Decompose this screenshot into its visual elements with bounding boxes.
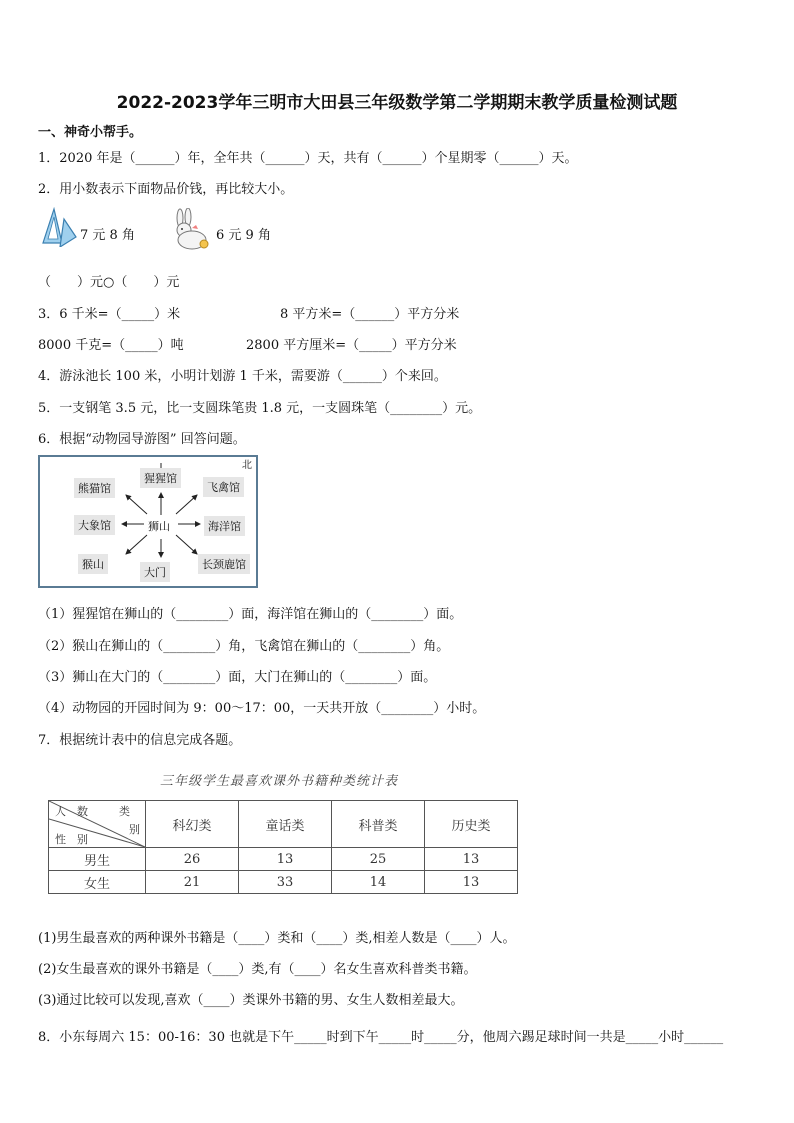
question-text: 根据统计表中的信息完成各题。 xyxy=(59,733,242,748)
column-header: 科幻类 xyxy=(146,801,239,848)
stats-table xyxy=(48,800,518,894)
question-text: 2020 年是（______）年，全年共（______）天，共有（______）个星期零（______）天。 xyxy=(59,151,578,166)
table-cell: 33 xyxy=(239,871,332,894)
table-cell: 14 xyxy=(332,871,425,894)
table-cell: 13 xyxy=(425,871,518,894)
table-row xyxy=(49,848,518,871)
q6-sub1: （1）猩猩馆在狮山的（________）面，海洋馆在狮山的（________）面。 xyxy=(38,607,463,622)
column-header: 童话类 xyxy=(239,801,332,848)
map-monkey-hill: 猴山 xyxy=(78,554,108,574)
column-header: 科普类 xyxy=(332,801,425,848)
item1-price: 7 元 8 角 xyxy=(80,228,135,243)
question-number: 3． xyxy=(38,307,60,322)
map-panda-house: 熊猫馆 xyxy=(74,478,115,498)
page-title: 2022-2023学年三明市大田县三年级数学第二学期期末教学质量检测试题 xyxy=(116,93,678,113)
table-row xyxy=(49,871,518,894)
row-label: 女生 xyxy=(49,871,146,894)
map-main-gate: 大门 xyxy=(140,562,170,582)
question-number: 8． xyxy=(38,1030,60,1045)
question-number: 7． xyxy=(38,733,60,748)
question-text: 根据“动物园导游图” 回答问题。 xyxy=(59,432,246,447)
rabbit-toy-icon xyxy=(168,208,214,252)
question-2 xyxy=(38,178,293,197)
corner-category-label: 类 xyxy=(119,805,130,818)
question-6 xyxy=(38,428,246,447)
map-ocean-house: 海洋馆 xyxy=(204,516,245,536)
row-label: 男生 xyxy=(49,848,146,871)
question-5 xyxy=(38,397,481,416)
q7-sub3: (3)通过比较可以发现,喜欢（____）类课外书籍的男、女生人数相差最大。 xyxy=(38,993,464,1008)
question-4 xyxy=(38,365,447,384)
corner-count-label: 人 数 xyxy=(55,805,88,818)
table-title: 三年级学生最喜欢课外书籍种类统计表 xyxy=(160,774,399,789)
q7-sub1: (1)男生最喜欢的两种课外书籍是（____）类和（____）类,相差人数是（____）人。 xyxy=(38,931,516,946)
question-number: 6． xyxy=(38,432,60,447)
table-cell: 13 xyxy=(425,848,518,871)
question-text: 一支钢笔 3.5 元，比一支圆珠笔贵 1.8 元，一支圆珠笔（________）元。 xyxy=(59,401,482,416)
table-cell: 13 xyxy=(239,848,332,871)
map-lion-hill: 狮山 xyxy=(148,520,170,533)
map-bird-house: 飞禽馆 xyxy=(203,477,244,497)
set-square-icon xyxy=(40,207,80,247)
north-label: 北 xyxy=(242,460,252,471)
conversion-b: 8 平方米=（______）平方分米 xyxy=(280,307,460,322)
compare-line: （ ）元○（ ）元 xyxy=(38,275,180,290)
item2-price: 6 元 9 角 xyxy=(216,228,271,243)
table-cell: 25 xyxy=(332,848,425,871)
question-number: 4． xyxy=(38,369,60,384)
conversion-c: 8000 千克=（_____）吨 xyxy=(38,338,184,353)
question-text: 游泳池长 100 米，小明计划游 1 千米，需要游（______）个来回。 xyxy=(59,369,447,384)
corner-gender-label: 性 别 xyxy=(55,833,88,846)
question-number: 1． xyxy=(38,151,60,166)
question-number: 2． xyxy=(38,182,60,197)
map-orangutan-house: 猩猩馆 xyxy=(140,468,181,488)
corner-bie-label: 别 xyxy=(129,823,140,836)
question-1 xyxy=(38,147,578,166)
map-elephant-house: 大象馆 xyxy=(74,515,115,535)
table-cell: 26 xyxy=(146,848,239,871)
column-header: 历史类 xyxy=(425,801,518,848)
question-text: 用小数表示下面物品价钱，再比较大小。 xyxy=(59,182,294,197)
q7-sub2: (2)女生最喜欢的课外书籍是（____）类,有（____）名女生喜欢科普类书籍。 xyxy=(38,962,477,977)
question-number: 5． xyxy=(38,401,60,416)
zoo-map xyxy=(38,455,258,588)
section-heading: 一、神奇小帮手。 xyxy=(38,125,143,140)
table-corner-cell xyxy=(49,801,146,848)
q6-sub3: （3）狮山在大门的（________）面，大门在狮山的（________）面。 xyxy=(38,670,437,685)
q6-sub4: （4）动物园的开园时间为 9：00～17：00，一天共开放（________）小时。 xyxy=(38,701,486,716)
q6-sub2: （2）猴山在狮山的（________）角，飞禽馆在狮山的（________）角。 xyxy=(38,639,450,654)
question-3 xyxy=(38,303,180,322)
conversion-a: 6 千米=（_____）米 xyxy=(59,307,181,322)
question-text: 小东每周六 15：00-16：30 也就是下午_____时到下午_____时_____分，他周六踢足球时间一共是_____小时______ xyxy=(59,1030,724,1045)
question-8 xyxy=(38,1026,723,1045)
map-giraffe-house: 长颈鹿馆 xyxy=(198,554,250,574)
question-7 xyxy=(38,729,241,748)
conversion-d: 2800 平方厘米=（_____）平方分米 xyxy=(246,338,457,353)
table-header-row xyxy=(49,801,518,848)
table-cell: 21 xyxy=(146,871,239,894)
